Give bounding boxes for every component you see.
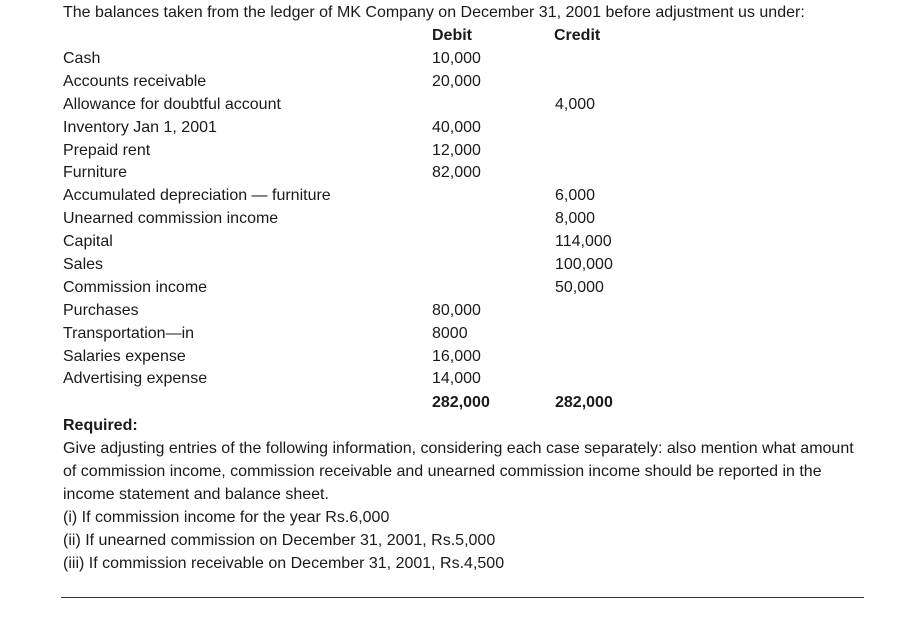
debit-amount: 20,000 (432, 72, 481, 90)
credit-amount: 100,000 (555, 256, 613, 274)
debit-amount: 80,000 (432, 301, 481, 319)
debit-amount: 8000 (432, 324, 468, 342)
ledger-row-advertising-expense (0, 368, 898, 391)
account-name: Allowance for doubtful account (63, 95, 281, 113)
ledger-totals-row (0, 392, 898, 414)
account-name: Salaries expense (63, 347, 186, 365)
bottom-divider (61, 597, 864, 598)
debit-amount: 14,000 (432, 370, 481, 388)
ledger-row-unearned-commission (0, 208, 898, 231)
credit-amount: 8,000 (555, 210, 596, 228)
account-name: Furniture (63, 164, 128, 182)
debit-column-header: Debit (432, 27, 472, 44)
case-item-3: (iii) If commission receivable on December 31, 2001, Rs.4,500 (63, 555, 505, 572)
account-name: Commission income (63, 278, 208, 296)
credit-amount: 50,000 (555, 278, 604, 296)
debit-amount: 16,000 (432, 347, 481, 365)
debit-amount: 82,000 (432, 164, 481, 182)
account-name: Sales (63, 256, 104, 274)
case-item-1: (i) If commission income for the year Rs.6,000 (63, 509, 390, 526)
account-name: Transportation—in (63, 324, 195, 342)
credit-column-header: Credit (554, 27, 601, 44)
account-name: Purchases (63, 301, 139, 319)
account-name: Advertising expense (63, 370, 208, 388)
debit-total: 282,000 (432, 394, 490, 411)
ledger-row-furniture (0, 162, 898, 185)
required-section (63, 414, 863, 575)
ledger-row-allowance-doubtful (0, 94, 898, 117)
account-name: Unearned commission income (63, 210, 279, 228)
required-heading: Required: (63, 417, 138, 434)
ledger-row-sales (0, 254, 898, 277)
ledger-row-salaries-expense (0, 346, 898, 369)
account-name: Cash (63, 50, 101, 67)
debit-amount: 40,000 (432, 118, 481, 136)
account-name: Inventory Jan 1, 2001 (63, 118, 217, 136)
ledger-row-accounts-receivable (0, 71, 898, 94)
debit-amount: 12,000 (432, 141, 481, 159)
document-title: The balances taken from the ledger of MK Company on December 31, 2001 before adjustment us under: (63, 4, 805, 21)
credit-amount: 4,000 (555, 95, 596, 113)
ledger-row-purchases (0, 300, 898, 323)
ledger-row-prepaid-rent (0, 140, 898, 163)
account-name: Capital (63, 233, 113, 251)
credit-amount: 6,000 (555, 187, 596, 205)
ledger-row-capital (0, 231, 898, 254)
account-name: Accounts receivable (63, 72, 207, 90)
credit-amount: 114,000 (555, 233, 612, 251)
ledger-row-accumulated-depreciation (0, 185, 898, 208)
account-name: Prepaid rent (63, 141, 151, 159)
required-instruction: Give adjusting entries of the following information, considering each case separately: also mention what amount of commission income, commission receivable and unearned commission income should be reported in the income statement and balance sheet. (63, 440, 854, 503)
ledger-row-transportation-in (0, 323, 898, 346)
ledger-row-inventory (0, 117, 898, 140)
ledger-table (0, 48, 898, 391)
ledger-row-commission-income (0, 277, 898, 300)
debit-amount: 10,000 (432, 50, 481, 67)
account-name: Accumulated depreciation — furniture (63, 187, 331, 205)
credit-total: 282,000 (555, 394, 613, 411)
ledger-row-cash (0, 48, 898, 71)
case-item-2: (ii) If unearned commission on December 31, 2001, Rs.5,000 (63, 532, 496, 549)
